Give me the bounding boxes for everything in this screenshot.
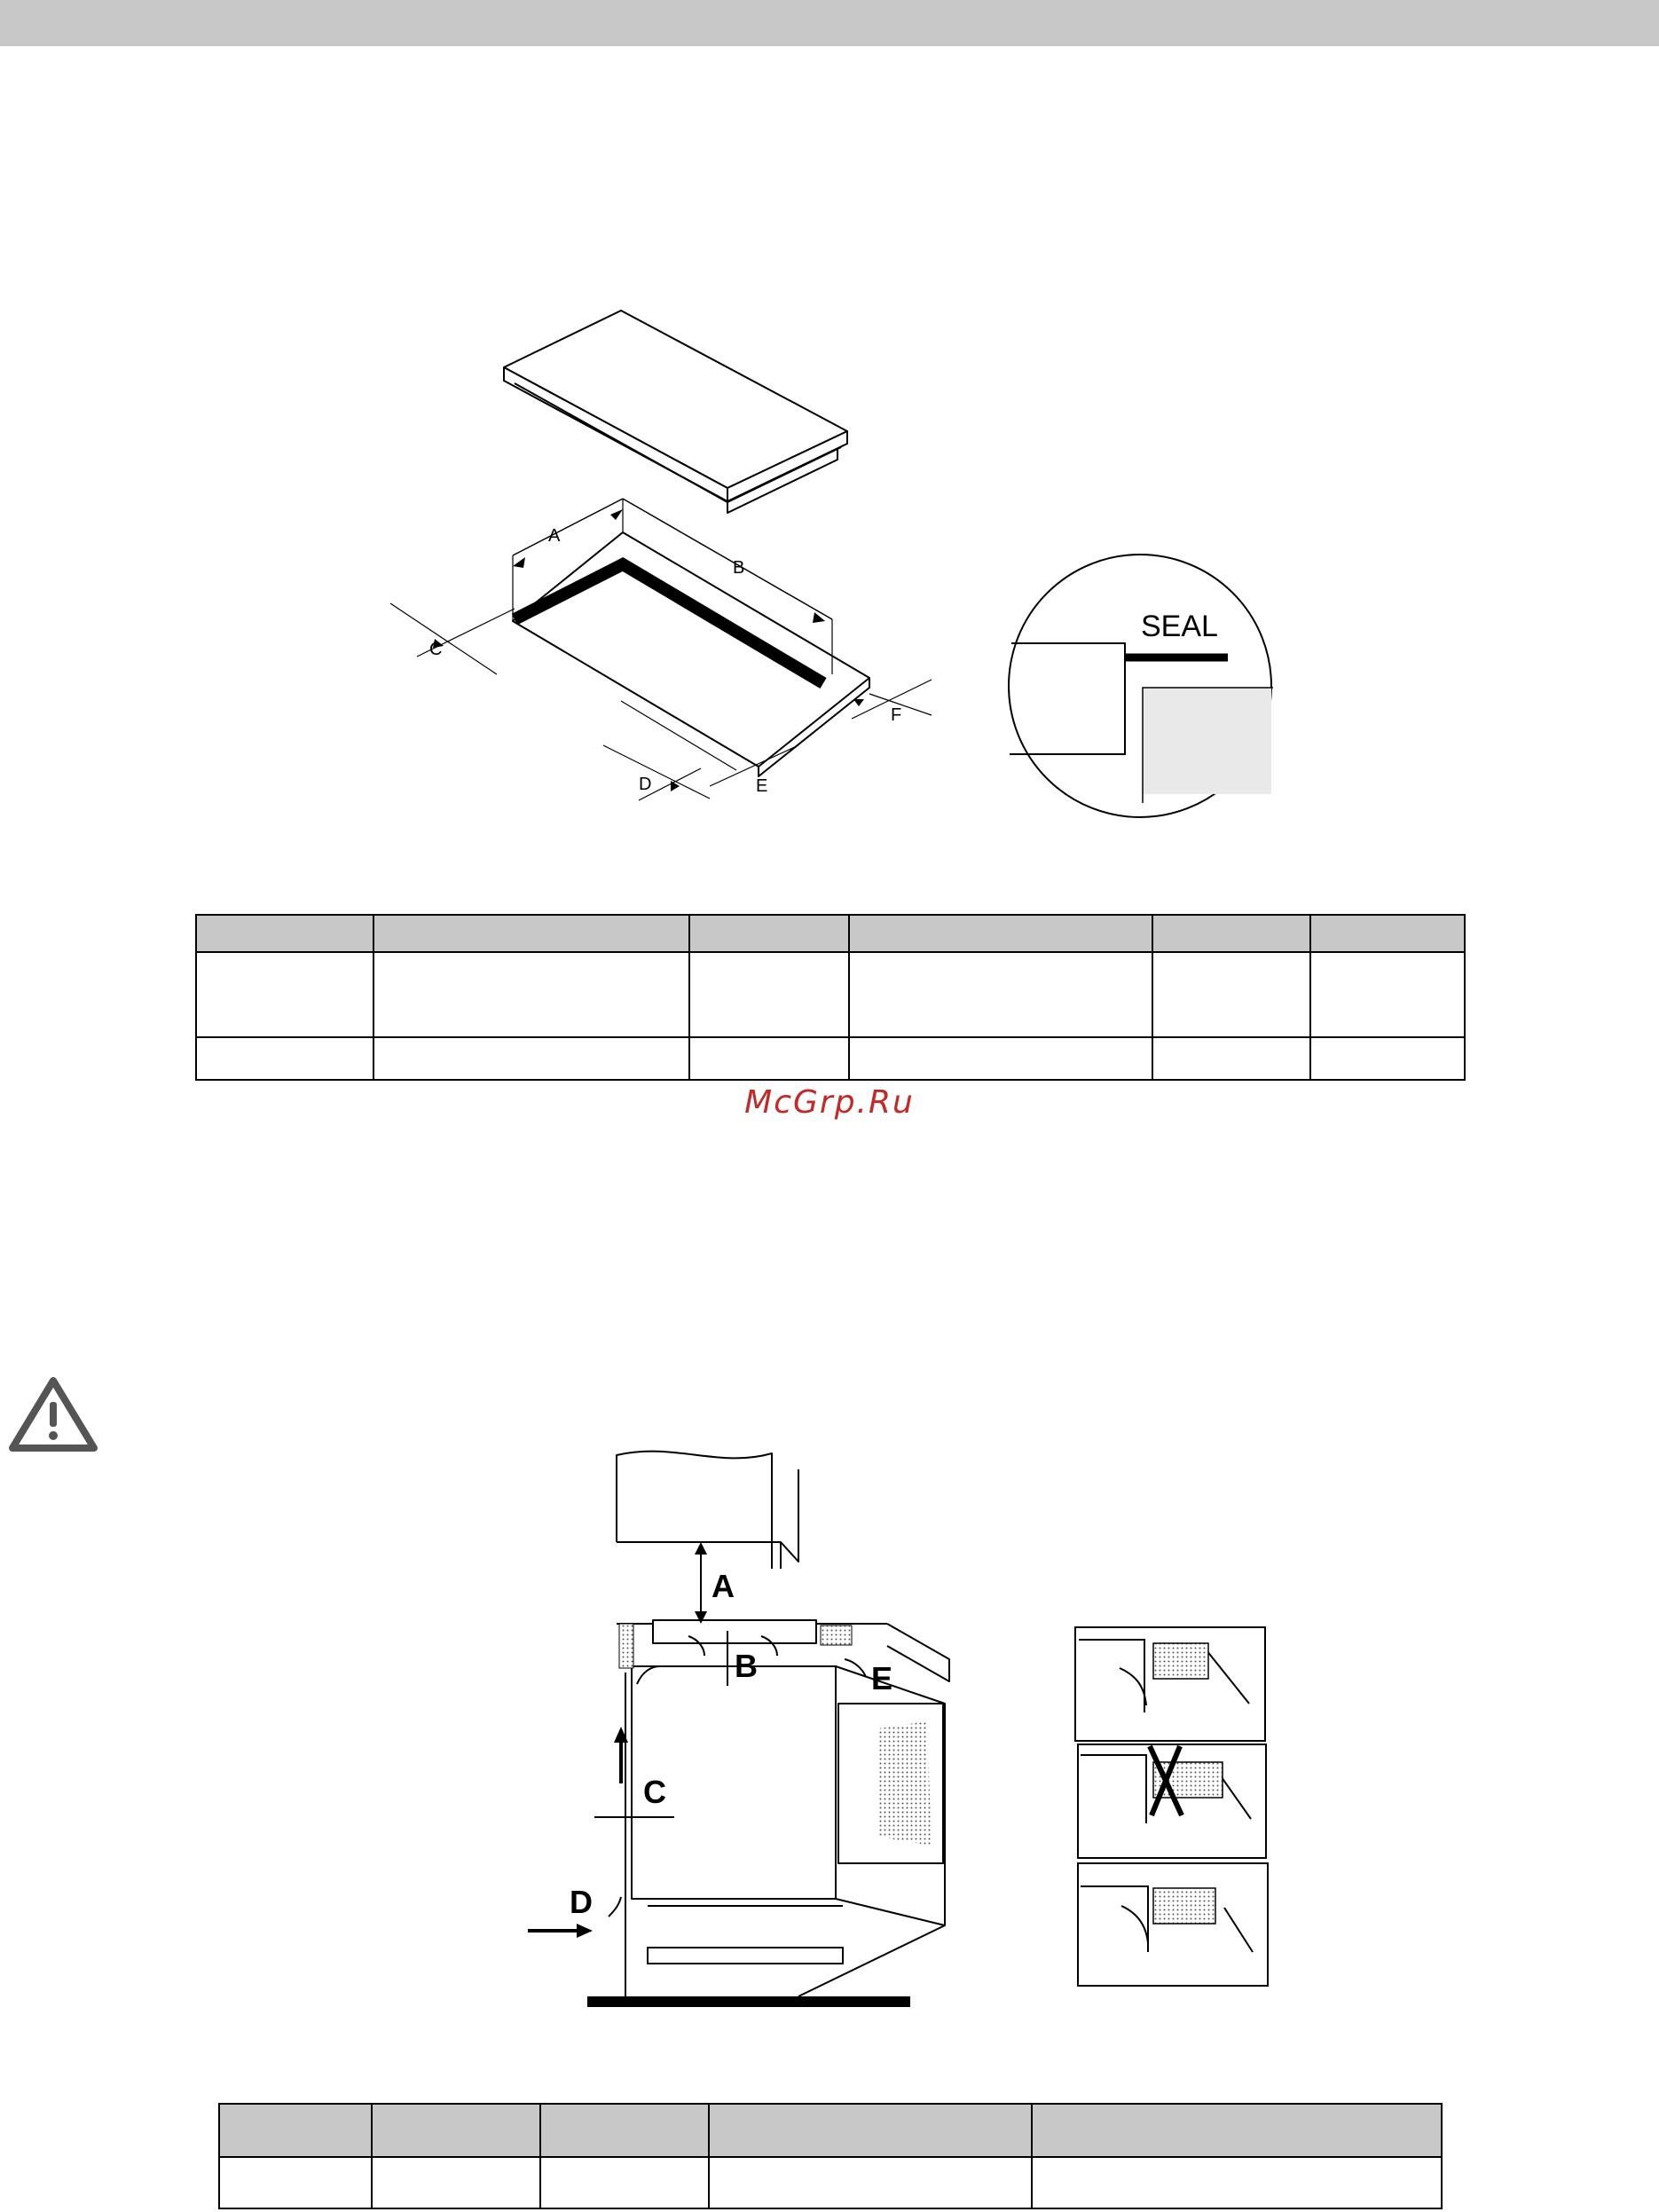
clearance-label-d: D xyxy=(570,1884,593,1920)
clearance-table xyxy=(218,2103,1443,2209)
table-cell xyxy=(373,1037,689,1080)
table-cell xyxy=(372,2157,540,2208)
table-cell xyxy=(709,2157,1032,2208)
cutout-dimensions-table xyxy=(195,914,1466,1081)
table-cell xyxy=(196,915,373,952)
table-cell xyxy=(196,952,373,1037)
dimension-label-f: F xyxy=(891,705,902,725)
dimension-label-e: E xyxy=(756,776,768,796)
table-cell xyxy=(689,1037,849,1080)
table-cell xyxy=(1152,1037,1310,1080)
table-cell xyxy=(849,952,1152,1037)
table-cell xyxy=(196,1037,373,1080)
warning-triangle-icon xyxy=(7,1374,99,1455)
dimension-label-d: D xyxy=(639,775,652,794)
clearance-label-a: A xyxy=(712,1568,735,1604)
clearance-label-b: B xyxy=(735,1648,758,1684)
table-cell xyxy=(373,952,689,1037)
table-header-row xyxy=(219,2104,1442,2157)
table-cell xyxy=(689,915,849,952)
table-cell xyxy=(849,915,1152,952)
seal-label: SEAL xyxy=(1141,610,1218,643)
table-cell xyxy=(689,952,849,1037)
dimension-label-c: C xyxy=(429,640,443,659)
table-cell xyxy=(1310,952,1465,1037)
clearance-label-e: E xyxy=(871,1660,893,1696)
table-cell xyxy=(373,915,689,952)
table-cell xyxy=(1032,2157,1442,2208)
dimension-label-a: A xyxy=(548,526,561,546)
table-cell xyxy=(219,2157,372,2208)
table-cell xyxy=(372,2104,540,2157)
table-cell xyxy=(849,1037,1152,1080)
table-cell xyxy=(1310,915,1465,952)
table-cell xyxy=(1032,2104,1442,2157)
table-cell xyxy=(219,2104,372,2157)
table-cell xyxy=(1152,952,1310,1037)
dimension-label-b: B xyxy=(733,558,745,578)
table-row xyxy=(196,1037,1465,1080)
watermark-link[interactable]: McGrp.Ru xyxy=(744,1084,915,1121)
table-cell xyxy=(540,2157,709,2208)
ventilation-figure xyxy=(515,1437,1295,2014)
clearance-label-c: C xyxy=(643,1774,666,1810)
table-cell xyxy=(540,2104,709,2157)
table-cell xyxy=(1152,915,1310,952)
table-cell xyxy=(1310,1037,1465,1080)
top-header-bar xyxy=(0,0,1659,46)
table-row xyxy=(219,2157,1442,2208)
table-row xyxy=(196,952,1465,1037)
cutout-dimensions-figure xyxy=(373,302,1295,834)
table-header-row xyxy=(196,915,1465,952)
table-cell xyxy=(709,2104,1032,2157)
